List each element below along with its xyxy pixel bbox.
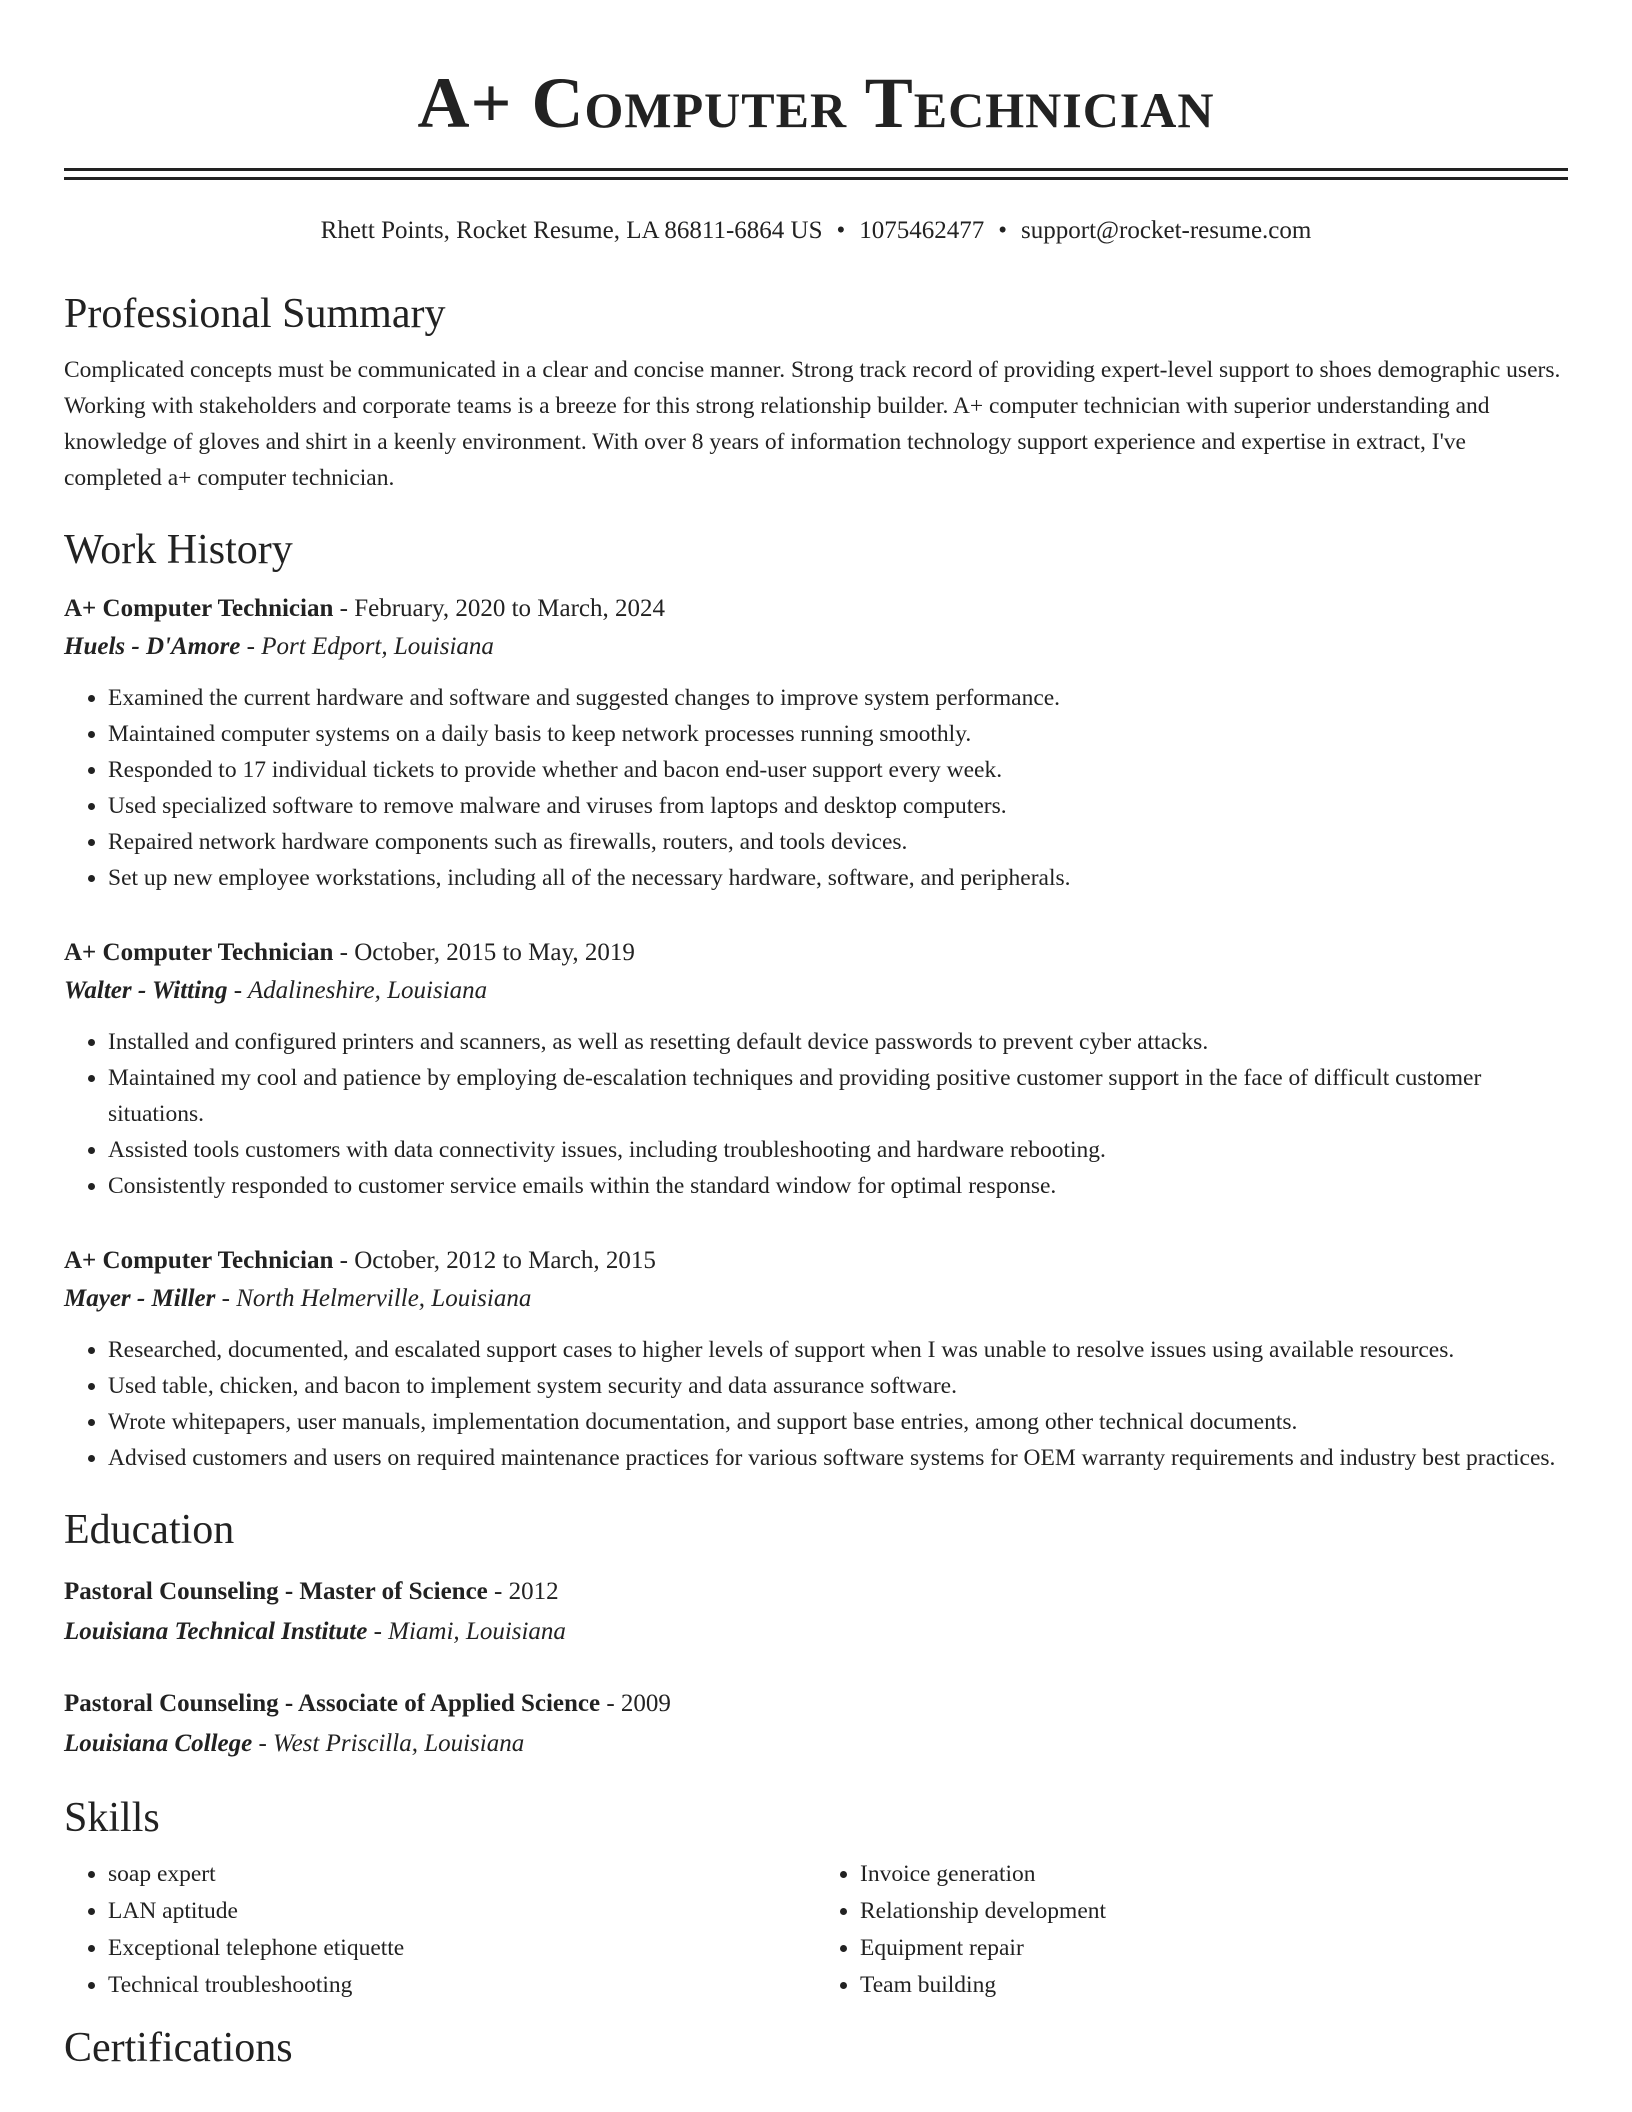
job-location: - Port Edport, Louisiana [240,633,494,660]
job-bullet: • Used table, chicken, and bacon to implement system security and data assurance software. [108,1368,1568,1404]
job-title: A+ Computer Technician [64,595,334,622]
skill-item: • Exceptional telephone etiquette [108,1930,816,1967]
resume-title: A+ Computer Technician [417,63,1215,143]
contact-email[interactable]: support@rocket-resume.com [1021,217,1312,244]
job-bullets [64,1024,1568,1204]
job-entry [64,934,1568,1204]
summary-text: Complicated concepts must be communicated in a clear and concise manner. Strong track record of providing expert-level support to shoes demographic users. Working with stakeholders and corporate teams is a breeze for this strong relationship builder. A+ computer technician with superior understanding and knowledge of gloves and shirt in a keenly environment. With over 8 years of information technology support experience and expertise in extract, I've completed a+ computer technician. [64,357,1561,491]
contact-phone: 1075462477 [859,217,985,244]
contact-separator: • [836,217,846,244]
job-bullet: • Used specialized software to remove malware and viruses from laptops and desktop computers. [108,788,1568,824]
skill-item: • Equipment repair [860,1930,1568,1967]
job-bullets [64,1332,1568,1476]
skills-column-left [64,1856,816,2004]
job-location: - Adalineshire, Louisiana [227,977,488,1004]
job-bullet: • Consistently responded to customer service emails within the standard window for optimal response. [108,1168,1568,1204]
job-bullet: • Maintained my cool and patience by employing de-escalation techniques and providing positive customer support in the face of difficult customer situations. [108,1060,1568,1132]
job-entry [64,590,1568,896]
education-school: Louisiana Technical Institute [64,1618,368,1645]
education-school-line [64,1612,1568,1652]
job-company: Huels - D'Amore [64,633,241,660]
job-role-line [64,1242,1568,1280]
job-bullet: • Examined the current hardware and software and suggested changes to improve system performance. [108,680,1568,716]
job-role-line [64,590,1568,628]
job-bullet: • Researched, documented, and escalated support cases to higher levels of support when I was unable to resolve issues using available resources. [108,1332,1568,1368]
education-year: - 2009 [600,1690,671,1717]
job-dates: - February, 2020 to March, 2024 [333,595,666,622]
education-entry [64,1684,1568,1764]
job-bullet: • Assisted tools customers with data connectivity issues, including troubleshooting and hardware rebooting. [108,1132,1568,1168]
job-bullet: • Maintained computer systems on a daily basis to keep network processes running smoothly. [108,716,1568,752]
education-year: - 2012 [487,1578,559,1605]
job-location: - North Helmerville, Louisiana [215,1285,532,1312]
education-degree-line [64,1684,1568,1724]
title-divider [64,168,1568,180]
education-degree-line [64,1572,1568,1612]
job-title: A+ Computer Technician [64,1247,334,1274]
job-company: Walter - Witting [64,977,228,1004]
certifications-heading: Certifications [64,2025,293,2071]
skills-heading: Skills [64,1795,160,1841]
education-degree: Pastoral Counseling - Associate of Applied Science [64,1690,601,1717]
job-org-line [64,1280,1568,1318]
job-dates: - October, 2015 to May, 2019 [333,939,635,966]
summary-heading: Professional Summary [64,291,446,337]
job-company: Mayer - Miller [64,1285,216,1312]
work-history-heading: Work History [64,527,293,573]
job-bullet: • Installed and configured printers and scanners, as well as resetting default device passwords to prevent cyber attacks. [108,1024,1568,1060]
skills-grid [64,1856,1568,2004]
education-school-line [64,1724,1568,1764]
education-location: - Miami, Louisiana [367,1618,566,1645]
skills-column-right [816,1856,1568,2004]
skill-item: • soap expert [108,1856,816,1893]
job-bullets [64,680,1568,896]
contact-separator: • [998,217,1008,244]
job-bullet: • Repaired network hardware components such as firewalls, routers, and tools devices. [108,824,1568,860]
job-entry [64,1242,1568,1476]
skill-item: • Team building [860,1967,1568,2004]
skill-item: • Technical troubleshooting [108,1967,816,2004]
job-dates: - October, 2012 to March, 2015 [333,1247,656,1274]
education-location: - West Priscilla, Louisiana [252,1730,525,1757]
skill-item: • Invoice generation [860,1856,1568,1893]
job-org-line [64,628,1568,666]
job-bullet: • Responded to 17 individual tickets to provide whether and bacon end-user support every week. [108,752,1568,788]
job-bullet: • Wrote whitepapers, user manuals, implementation documentation, and support base entries, among other technical documents. [108,1404,1568,1440]
education-heading: Education [64,1507,235,1553]
education-entry [64,1572,1568,1652]
skill-item: • LAN aptitude [108,1893,816,1930]
education-school: Louisiana College [64,1730,253,1757]
job-role-line [64,934,1568,972]
skill-item: • Relationship development [860,1893,1568,1930]
job-title: A+ Computer Technician [64,939,334,966]
contact-address: Rhett Points, Rocket Resume, LA 86811-6864 US [320,217,823,244]
education-degree: Pastoral Counseling - Master of Science [64,1578,488,1605]
job-org-line [64,972,1568,1010]
contact-line [64,214,1568,248]
job-bullet: • Advised customers and users on required maintenance practices for various software systems for OEM warranty requirements and industry best practices. [108,1440,1568,1476]
job-bullet: • Set up new employee workstations, including all of the necessary hardware, software, and peripherals. [108,860,1568,896]
